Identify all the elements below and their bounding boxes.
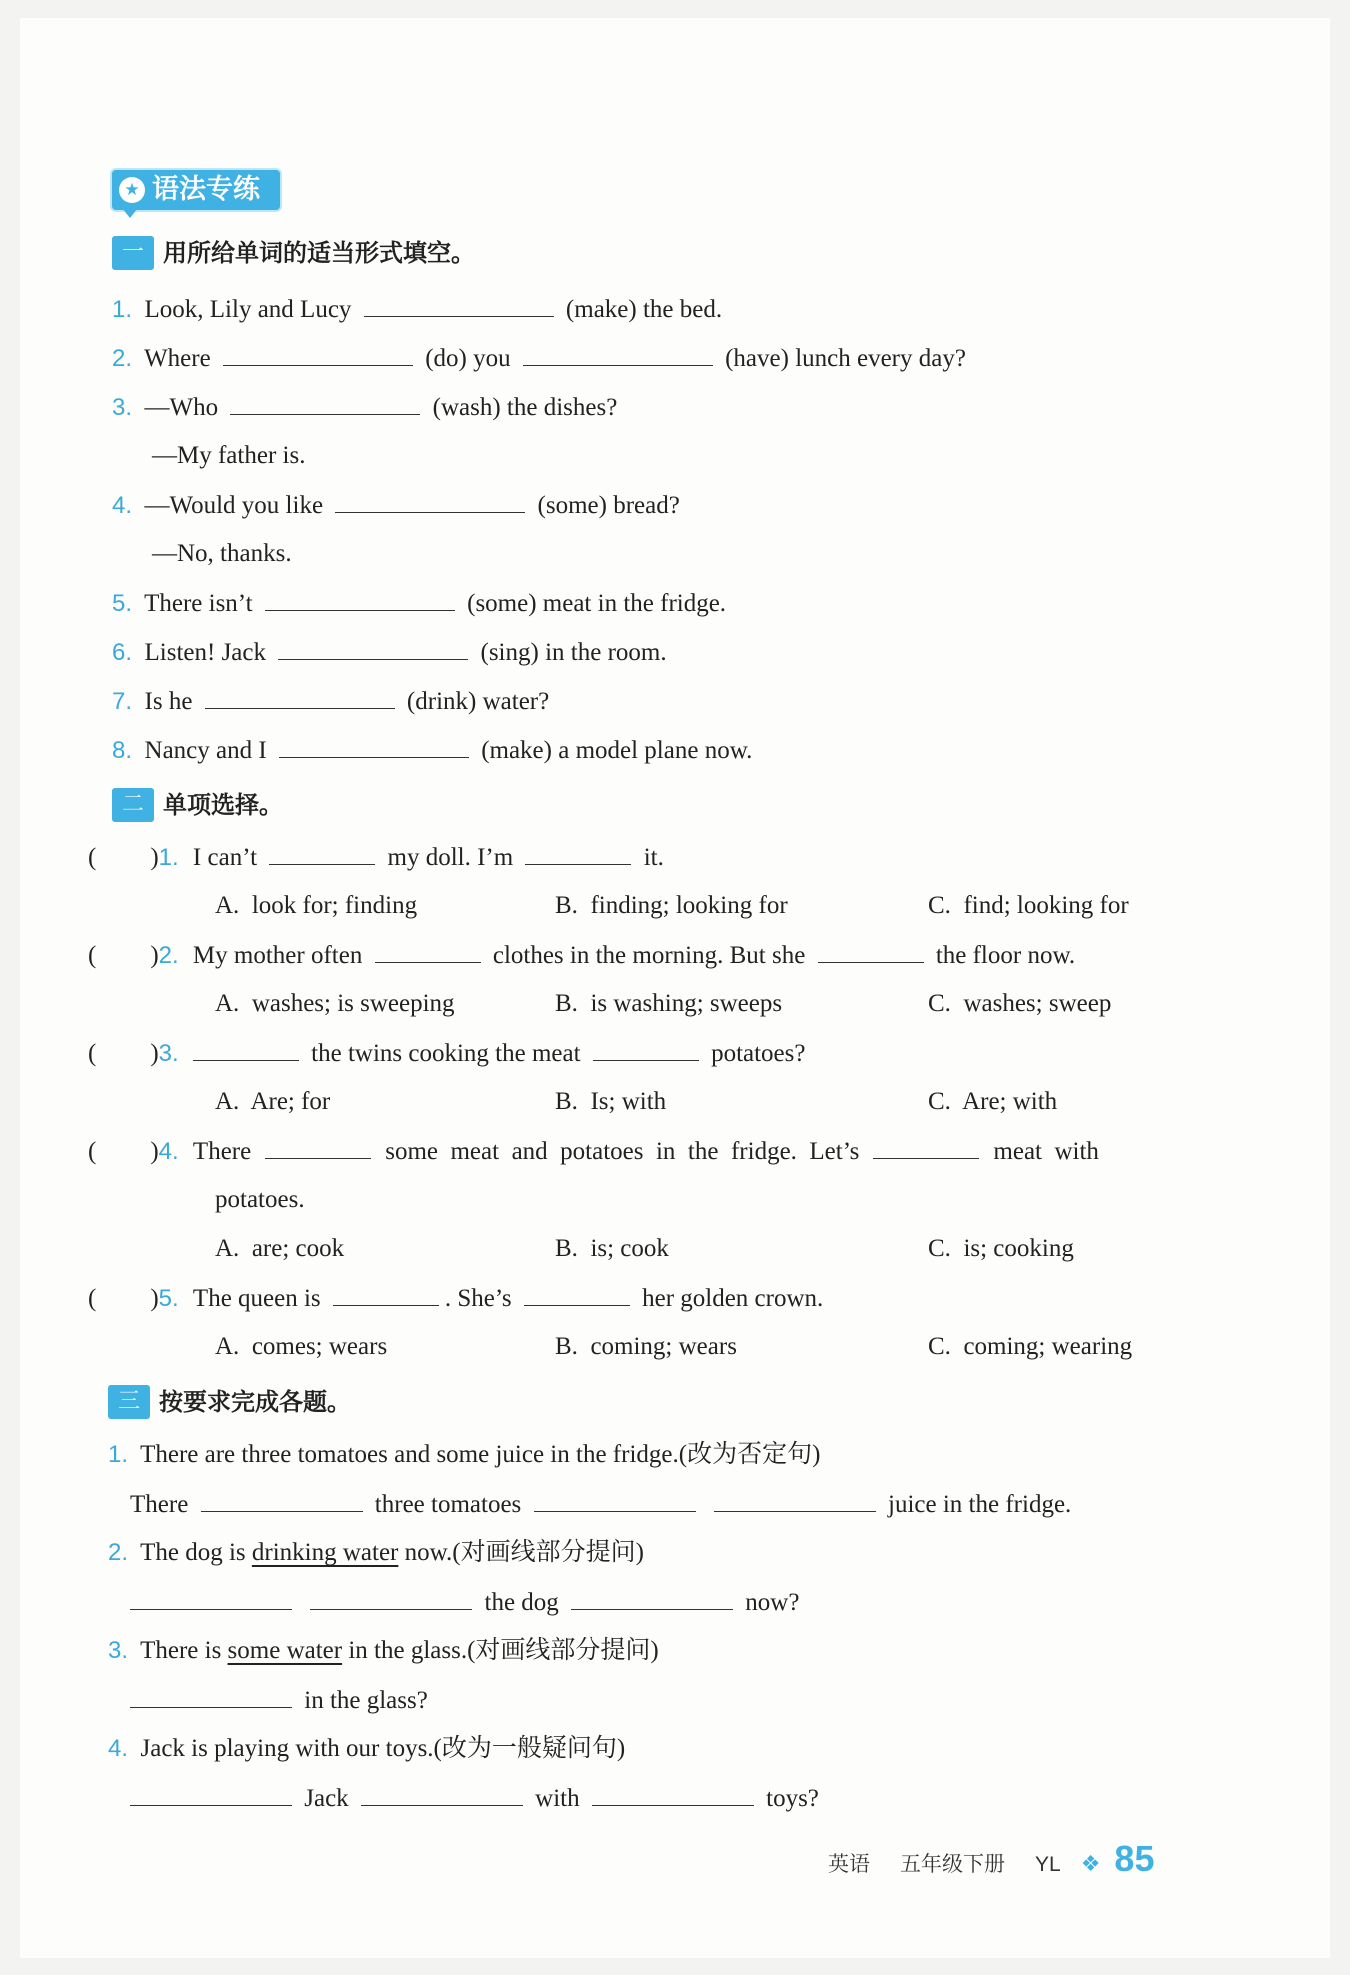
s3-item-1 [108, 1440, 820, 1470]
footer-grade: 五年级下册 [900, 1852, 1005, 1876]
s3-item-3-answer: in the glass? [130, 1685, 428, 1716]
item-text: (sing) in the room. [480, 639, 667, 666]
answer-blank[interactable] [310, 1587, 472, 1610]
question-text: the twins cooking the meat [311, 1040, 581, 1067]
question-text: clothes in the morning. But she [492, 942, 806, 969]
question-text: There [192, 1138, 252, 1165]
s2-q4-option-c: C. is; cooking [928, 1235, 1074, 1262]
s2-q2-option-a: A. washes; is sweeping [215, 990, 455, 1017]
answer-paren-open[interactable]: ( [88, 844, 97, 871]
answer-blank[interactable] [265, 588, 455, 611]
answer-blank [375, 940, 481, 963]
question-text: meat with [993, 1138, 1099, 1165]
answer-blank[interactable] [361, 1783, 523, 1806]
item-instruction: (改为一般疑问句) [433, 1735, 626, 1762]
item-number: 4. [112, 492, 133, 519]
answer-blank [593, 1038, 699, 1061]
footer-edition: YL [1035, 1853, 1061, 1876]
star-bubble-icon: ★ [119, 177, 145, 203]
s1-item-2 [112, 343, 966, 374]
answer-blank[interactable] [230, 392, 420, 415]
s2-q2-option-b: B. is washing; sweeps [555, 990, 783, 1017]
s1-item-4-reply: —No, thanks. [152, 540, 292, 567]
item-text: Look, Lily and Lucy [144, 296, 352, 323]
item-text: Nancy and I [144, 737, 267, 764]
item-number: 3. [158, 1040, 179, 1067]
s3-item-2-answer: the dog now? [130, 1587, 799, 1618]
s3-item-1-answer: There three tomatoes juice in the fridge. [130, 1491, 1072, 1518]
item-number: 3. [108, 1637, 129, 1664]
question-text: some meat and potatoes in the fridge. Let’s [385, 1138, 860, 1165]
item-number: 1. [108, 1441, 129, 1468]
question-text: My mother often [192, 942, 363, 969]
item-instruction: (对画线部分提问) [467, 1637, 659, 1664]
item-number: 2. [112, 345, 133, 372]
underlined-phrase: some water [227, 1637, 343, 1664]
workbook-page [20, 18, 1330, 1958]
section3-title: 按要求完成各题。 [159, 1388, 351, 1416]
s2-q2-option-c: C. washes; sweep [928, 990, 1112, 1017]
item-text: (make) the bed. [565, 296, 723, 323]
item-text: —Who [144, 394, 219, 421]
question-text: The queen is [192, 1285, 321, 1312]
item-number: 4. [108, 1735, 129, 1762]
answer-blank [525, 842, 631, 865]
answer-paren-open[interactable]: ( [88, 1285, 97, 1312]
s2-q5-option-b: B. coming; wears [555, 1333, 737, 1360]
s2-question-5 [88, 1283, 823, 1314]
s2-q5-option-c: C. coming; wearing [928, 1333, 1133, 1360]
item-number: 2. [108, 1539, 129, 1566]
item-text: (have) lunch every day? [725, 345, 966, 372]
answer-blank [333, 1283, 439, 1306]
item-text: —Would you like [144, 492, 324, 519]
answer-blank [193, 1038, 299, 1061]
question-text: I can’t [192, 844, 258, 871]
item-sentence: Jack is playing with our toys. [140, 1735, 434, 1762]
answer-blank[interactable] [335, 490, 525, 513]
item-number: 5. [158, 1285, 179, 1312]
item-number: 1. [158, 844, 179, 871]
answer-paren-close: ) [150, 844, 159, 871]
answer-blank [524, 1283, 630, 1306]
s1-item-7 [112, 686, 549, 717]
item-text: (some) bread? [537, 492, 680, 519]
s1-item-3-reply: —My father is. [152, 442, 306, 469]
item-instruction: (改为否定句) [678, 1441, 821, 1468]
s2-q4-option-a: A. are; cook [215, 1235, 345, 1262]
question-text: her golden crown. [642, 1285, 824, 1312]
item-number: 3. [112, 394, 133, 421]
answer-blank[interactable] [534, 1489, 696, 1512]
answer-blank[interactable] [364, 294, 554, 317]
question-text: it. [643, 844, 664, 871]
item-instruction: (对画线部分提问) [452, 1539, 644, 1566]
item-text: Listen! Jack [144, 639, 266, 666]
section2-title: 单项选择。 [163, 791, 283, 819]
s1-item-3 [112, 392, 617, 423]
answer-blank[interactable] [130, 1685, 292, 1708]
answer-paren-close: ) [150, 942, 159, 969]
question-text: the floor now. [935, 942, 1076, 969]
s2-q1-option-a: A. look for; finding [215, 892, 418, 919]
answer-blank[interactable] [523, 343, 713, 366]
answer-blank[interactable] [714, 1489, 876, 1512]
item-text: (some) meat in the fridge. [467, 590, 727, 617]
s1-item-8 [112, 735, 752, 766]
answer-paren-open[interactable]: ( [88, 1040, 97, 1067]
s3-item-2: 2. The dog is drinking water now.(对画线部分提问) [108, 1539, 644, 1566]
question-text: potatoes? [711, 1040, 806, 1067]
answer-blank[interactable] [223, 343, 413, 366]
item-text: (drink) water? [406, 688, 550, 715]
item-text: (do) you [425, 345, 511, 372]
section1-title: 用所给单词的适当形式填空。 [163, 239, 475, 267]
footer-subject: 英语 [828, 1852, 870, 1876]
s2-q5-option-a: A. comes; wears [215, 1333, 388, 1360]
s2-q1-option-b: B. finding; looking for [555, 892, 788, 919]
answer-blank[interactable] [201, 1489, 363, 1512]
question-text: my doll. I’m [387, 844, 514, 871]
s2-q4-option-b: B. is; cook [555, 1235, 669, 1262]
item-text: (make) a model plane now. [481, 737, 753, 764]
item-number: 7. [112, 688, 133, 715]
answer-blank [818, 940, 924, 963]
answer-blank[interactable] [592, 1783, 754, 1806]
answer-blank[interactable] [278, 637, 468, 660]
section2-badge: 二 [112, 788, 154, 822]
item-number: 6. [112, 639, 133, 666]
s1-item-4 [112, 490, 680, 521]
answer-blank[interactable] [130, 1783, 292, 1806]
answer-paren-open[interactable]: ( [88, 942, 97, 969]
item-text: Is he [144, 688, 193, 715]
item-sentence: There are three tomatoes and some juice in the fridge. [140, 1441, 679, 1468]
answer-blank[interactable] [205, 686, 395, 709]
grammar-practice-banner [112, 170, 280, 210]
banner-title: 语法专练 [152, 174, 260, 205]
item-number: 4. [158, 1138, 179, 1165]
item-number: 5. [112, 590, 133, 617]
banner-tail [122, 208, 138, 218]
answer-blank[interactable] [279, 735, 469, 758]
answer-blank [269, 842, 375, 865]
item-number: 8. [112, 737, 133, 764]
s2-q3-option-c: C. Are; with [928, 1088, 1058, 1115]
s3-item-4-answer: Jack with toys? [130, 1783, 819, 1814]
s1-item-1 [112, 294, 722, 325]
s2-question-1 [88, 842, 664, 873]
s2-question-4 [88, 1136, 1099, 1167]
answer-paren-close: ) [150, 1285, 159, 1312]
s1-item-6 [112, 637, 667, 668]
section1-badge: 一 [112, 236, 154, 270]
answer-blank[interactable] [571, 1587, 733, 1610]
page-number: 85 [1114, 1838, 1155, 1879]
s2-q1-option-c: C. find; looking for [928, 892, 1129, 919]
s2-q3-option-b: B. Is; with [555, 1088, 667, 1115]
question-text: . She’s [444, 1285, 512, 1312]
item-text: Where [144, 345, 211, 372]
s2-q4-continuation: potatoes. [215, 1186, 305, 1213]
s3-item-3: 3. There is some water in the glass.(对画线部分提问) [108, 1637, 659, 1664]
s2-question-3 [88, 1038, 805, 1069]
answer-blank[interactable] [130, 1587, 292, 1610]
answer-blank [265, 1136, 371, 1159]
s2-question-2 [88, 940, 1075, 971]
s1-item-5 [112, 588, 726, 619]
diamond-icon: ❖ [1080, 1851, 1101, 1876]
underlined-phrase: drinking water [251, 1539, 399, 1566]
item-text: (wash) the dishes? [432, 394, 618, 421]
answer-blank [873, 1136, 979, 1159]
item-number: 2. [158, 942, 179, 969]
answer-paren-close: ) [150, 1138, 159, 1165]
answer-paren-open[interactable]: ( [88, 1138, 97, 1165]
answer-paren-close: ) [150, 1040, 159, 1067]
s3-item-4 [108, 1734, 625, 1764]
section3-badge: 三 [108, 1385, 150, 1419]
item-number: 1. [112, 296, 133, 323]
s2-q3-option-a: A. Are; for [215, 1088, 331, 1115]
page-footer [828, 1836, 1154, 1882]
item-text: There isn’t [144, 590, 253, 617]
